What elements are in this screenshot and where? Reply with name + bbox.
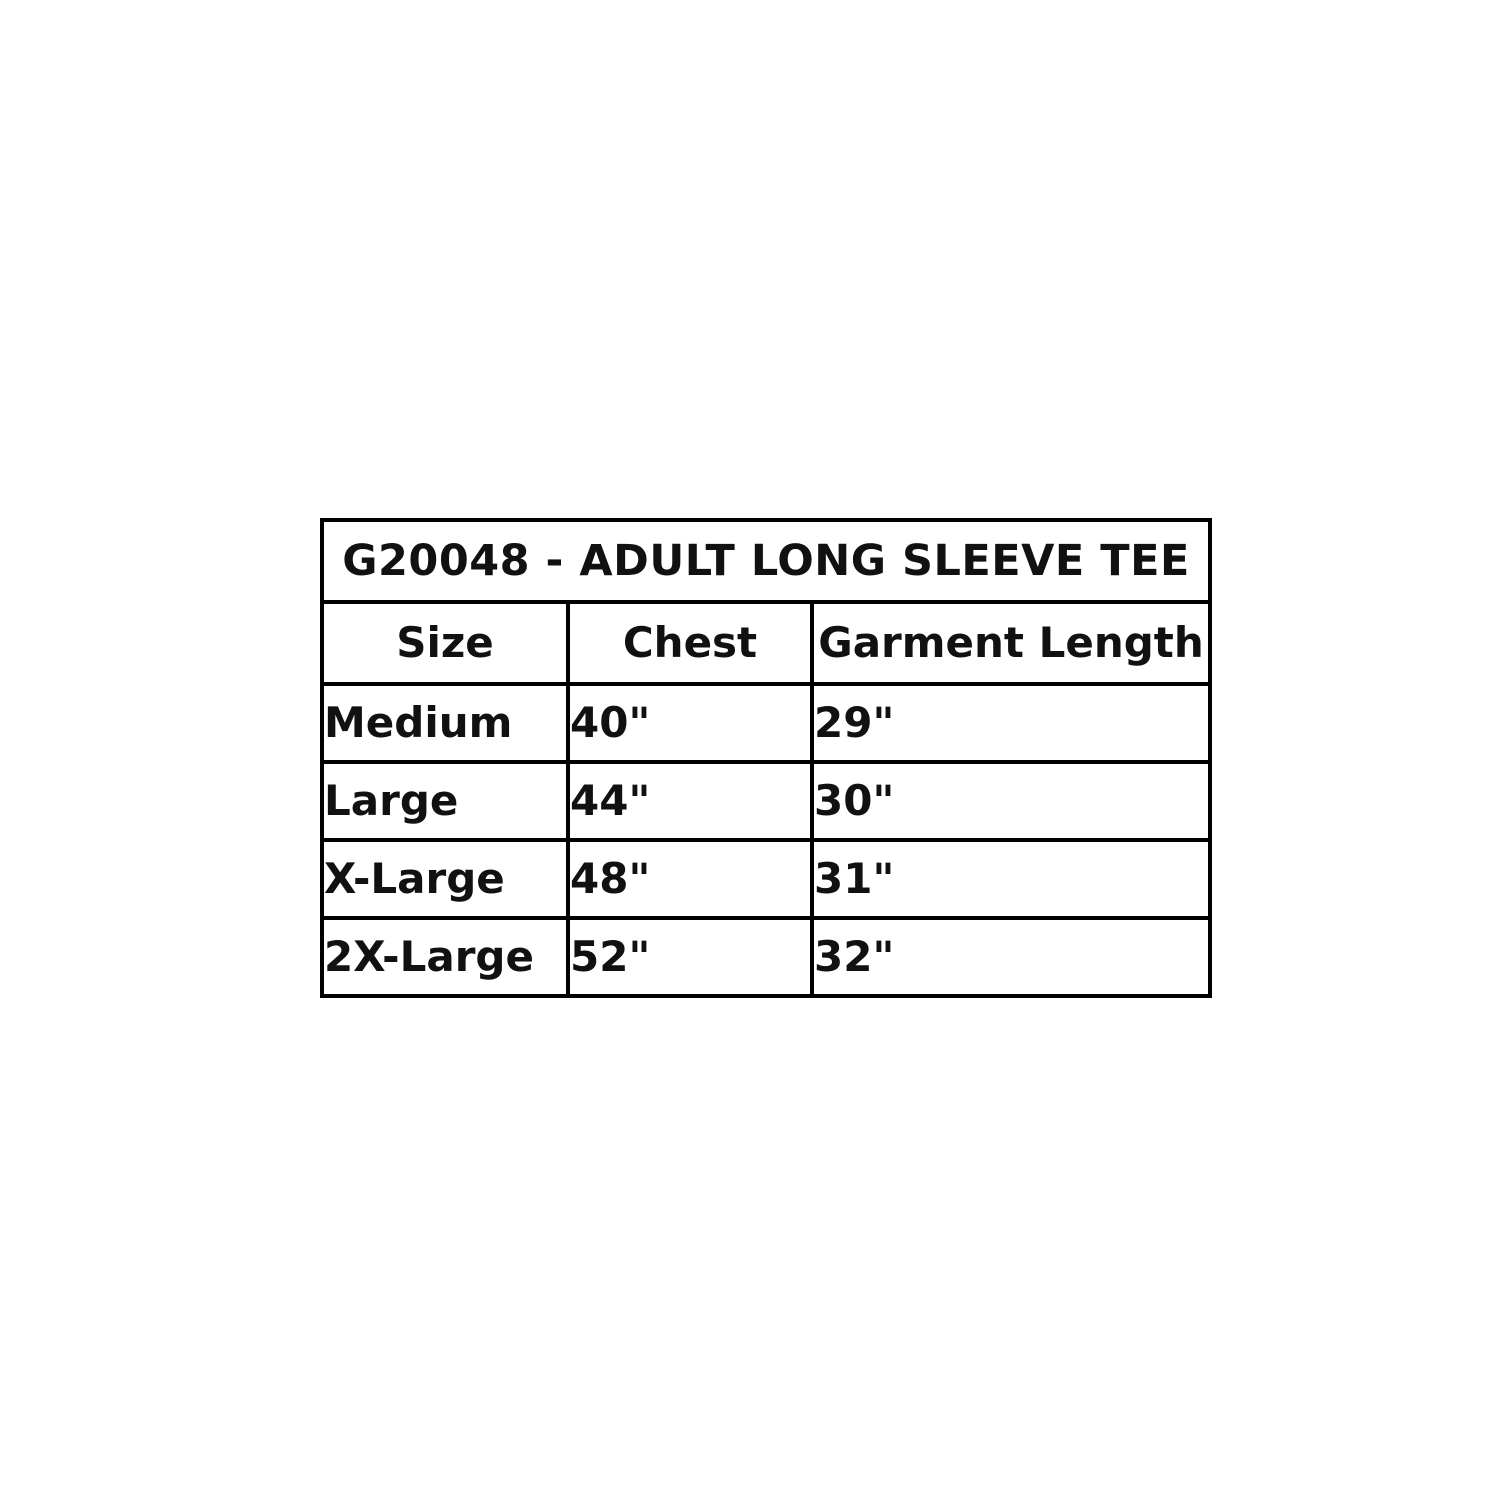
- column-header-size: Size: [322, 602, 568, 684]
- cell-garment-length: 29": [812, 684, 1210, 762]
- table-row: [322, 918, 1210, 996]
- cell-garment-length: 30": [812, 762, 1210, 840]
- cell-size: Large: [322, 762, 568, 840]
- cell-size: Medium: [322, 684, 568, 762]
- cell-size: X-Large: [322, 840, 568, 918]
- chart-title: G20048 - ADULT LONG SLEEVE TEE: [322, 520, 1210, 602]
- table-row: [322, 684, 1210, 762]
- table-row: [322, 762, 1210, 840]
- cell-chest: 44": [568, 762, 812, 840]
- cell-size: 2X-Large: [322, 918, 568, 996]
- table-header-row: [322, 602, 1210, 684]
- column-header-garment-length: Garment Length: [812, 602, 1210, 684]
- cell-chest: 40": [568, 684, 812, 762]
- cell-garment-length: 32": [812, 918, 1210, 996]
- table-row: [322, 840, 1210, 918]
- cell-chest: 52": [568, 918, 812, 996]
- column-header-chest: Chest: [568, 602, 812, 684]
- cell-chest: 48": [568, 840, 812, 918]
- size-chart-table: [320, 518, 1212, 998]
- table-title-row: [322, 520, 1210, 602]
- cell-garment-length: 31": [812, 840, 1210, 918]
